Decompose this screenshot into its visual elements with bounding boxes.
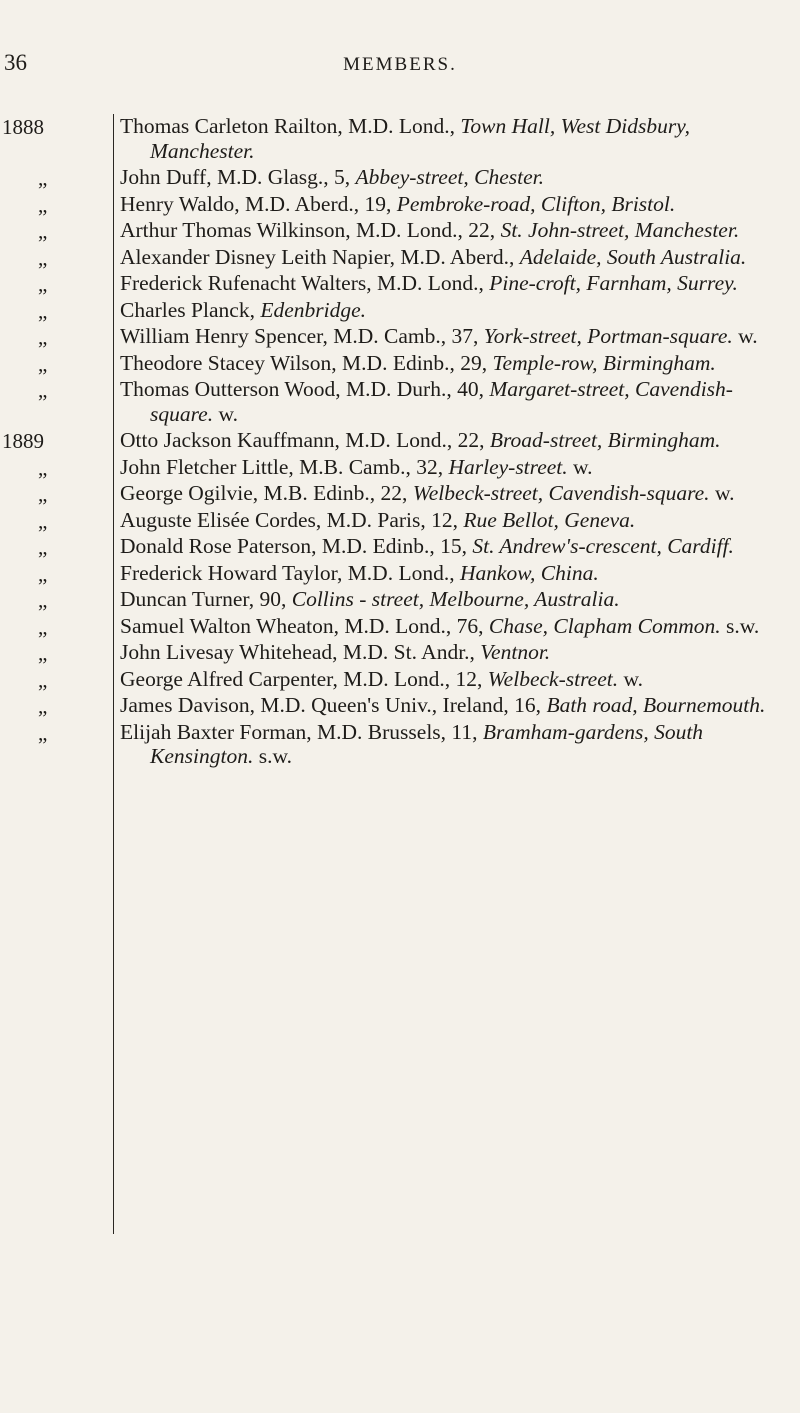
member-name: Thomas Carleton Railton, M.D. Lond.,: [120, 114, 461, 138]
member-list: [0, 114, 800, 771]
member-name: James Davison, M.D. Queen's Univ., Ireland, 16,: [120, 693, 547, 717]
member-address: Adelaide, South Australia.: [519, 244, 747, 269]
member-address: Welbeck-street, Cavendish-square.: [412, 481, 710, 505]
election-year: 1888: [2, 115, 44, 139]
member-entry: [0, 640, 800, 665]
member-address: Pembroke-road, Clifton, Bristol.: [396, 191, 676, 216]
member-address: Broad-street, Birmingham.: [489, 428, 721, 452]
election-year: „: [38, 245, 48, 270]
member-name: Duncan Turner, 90,: [120, 587, 292, 611]
postal-district: w.: [567, 454, 593, 479]
member-name: Donald Rose Paterson, M.D. Edinb., 15,: [120, 534, 473, 558]
member-entry: [0, 114, 800, 163]
member-name: Alexander Disney Leith Napier, M.D. Aberd.,: [120, 244, 520, 269]
member-address: Temple-row, Birmingham.: [492, 350, 716, 375]
postal-district: w.: [213, 401, 238, 426]
member-entry: [0, 377, 800, 426]
postal-district: s.w.: [720, 613, 760, 638]
member-entry: [0, 455, 800, 480]
election-year: „: [38, 192, 48, 217]
election-year: „: [38, 508, 48, 533]
member-address: Margaret-street, Cavendish-square.: [150, 377, 733, 426]
election-year: „: [38, 219, 48, 243]
election-year: „: [38, 720, 48, 745]
member-entry: [0, 298, 800, 323]
member-name: William Henry Spencer, M.D. Camb., 37,: [120, 324, 484, 348]
member-entry: [0, 428, 800, 453]
member-address: Bath road, Bournemouth.: [546, 693, 766, 717]
member-name: George Ogilvie, M.B. Edinb., 22,: [120, 481, 413, 505]
member-address: Rue Bellot, Geneva.: [463, 507, 636, 532]
member-entry: [0, 481, 800, 506]
member-name: John Livesay Whitehead, M.D. St. Andr.,: [120, 640, 481, 664]
election-year: „: [38, 325, 48, 349]
member-entry: [0, 561, 800, 586]
member-name: Elijah Baxter Forman, M.D. Brussels, 11,: [120, 719, 483, 744]
member-address: Bramham-gardens, South Kensington.: [150, 719, 704, 768]
postal-district: w.: [732, 324, 758, 348]
member-name: Charles Planck,: [120, 297, 261, 322]
member-name: John Fletcher Little, M.B. Camb., 32,: [120, 454, 449, 479]
member-address: Welbeck-street.: [487, 666, 619, 691]
member-address: Collins - street, Melbourne, Australia.: [291, 587, 620, 611]
election-year: „: [38, 482, 48, 506]
member-address: St. John-street, Manchester.: [500, 218, 740, 242]
election-year: „: [38, 561, 48, 586]
election-year: „: [38, 588, 48, 612]
member-name: Henry Waldo, M.D. Aberd., 19,: [120, 191, 397, 216]
member-entry: [0, 508, 800, 533]
member-entry: [0, 587, 800, 612]
member-address: Town Hall, West Didsbury, Manchester.: [150, 114, 690, 163]
postal-district: w.: [709, 481, 735, 505]
member-address: York-street, Portman-square.: [483, 324, 733, 348]
member-address: Harley-street.: [448, 454, 568, 479]
member-name: Auguste Elisée Cordes, M.D. Paris, 12,: [120, 507, 464, 532]
page-header: [0, 50, 800, 80]
election-year: „: [38, 378, 48, 402]
member-name: John Duff, M.D. Glasg., 5,: [120, 165, 356, 189]
election-year: „: [38, 455, 48, 480]
member-entry: [0, 693, 800, 718]
member-entry: [0, 165, 800, 190]
member-entry: [0, 192, 800, 217]
member-name: Samuel Walton Wheaton, M.D. Lond., 76,: [120, 613, 489, 638]
member-entry: [0, 667, 800, 692]
member-name: Frederick Rufenacht Walters, M.D. Lond.,: [120, 271, 490, 295]
member-address: Edenbridge.: [260, 297, 367, 322]
election-year: „: [38, 535, 48, 559]
election-year: „: [38, 272, 48, 296]
member-entry: [0, 324, 800, 349]
election-year: „: [38, 298, 48, 323]
member-address: St. Andrew's-crescent, Cardiff.: [472, 534, 734, 558]
election-year: 1889: [2, 429, 44, 453]
page-number: 36: [4, 50, 27, 75]
member-address: Pine-croft, Farnham, Surrey.: [489, 271, 738, 295]
election-year: „: [38, 694, 48, 718]
member-name: Frederick Howard Taylor, M.D. Lond.,: [120, 560, 460, 585]
member-name: Theodore Stacey Wilson, M.D. Edinb., 29,: [120, 350, 493, 375]
election-year: „: [38, 641, 48, 665]
member-entry: [0, 351, 800, 376]
election-year: „: [38, 667, 48, 692]
member-entry: [0, 534, 800, 559]
member-entry: [0, 614, 800, 639]
member-name: Thomas Outterson Wood, M.D. Durh., 40,: [120, 377, 490, 401]
member-address: Abbey-street, Chester.: [355, 165, 544, 189]
member-name: Arthur Thomas Wilkinson, M.D. Lond., 22,: [120, 218, 501, 242]
election-year: „: [38, 166, 48, 190]
member-address: Chase, Clapham Common.: [488, 613, 721, 638]
member-address: Ventnor.: [480, 640, 551, 664]
running-head: MEMBERS.: [343, 54, 457, 75]
election-year: „: [38, 351, 48, 376]
postal-district: s.w.: [253, 744, 292, 768]
member-name: George Alfred Carpenter, M.D. Lond., 12,: [120, 666, 488, 691]
postal-district: w.: [618, 666, 643, 691]
election-year: „: [38, 614, 48, 639]
member-name: Otto Jackson Kauffmann, M.D. Lond., 22,: [120, 428, 490, 452]
member-entry: [0, 218, 800, 243]
member-address: Hankow, China.: [459, 560, 599, 585]
member-entry: [0, 245, 800, 270]
member-entry: [0, 720, 800, 769]
member-entry: [0, 271, 800, 296]
